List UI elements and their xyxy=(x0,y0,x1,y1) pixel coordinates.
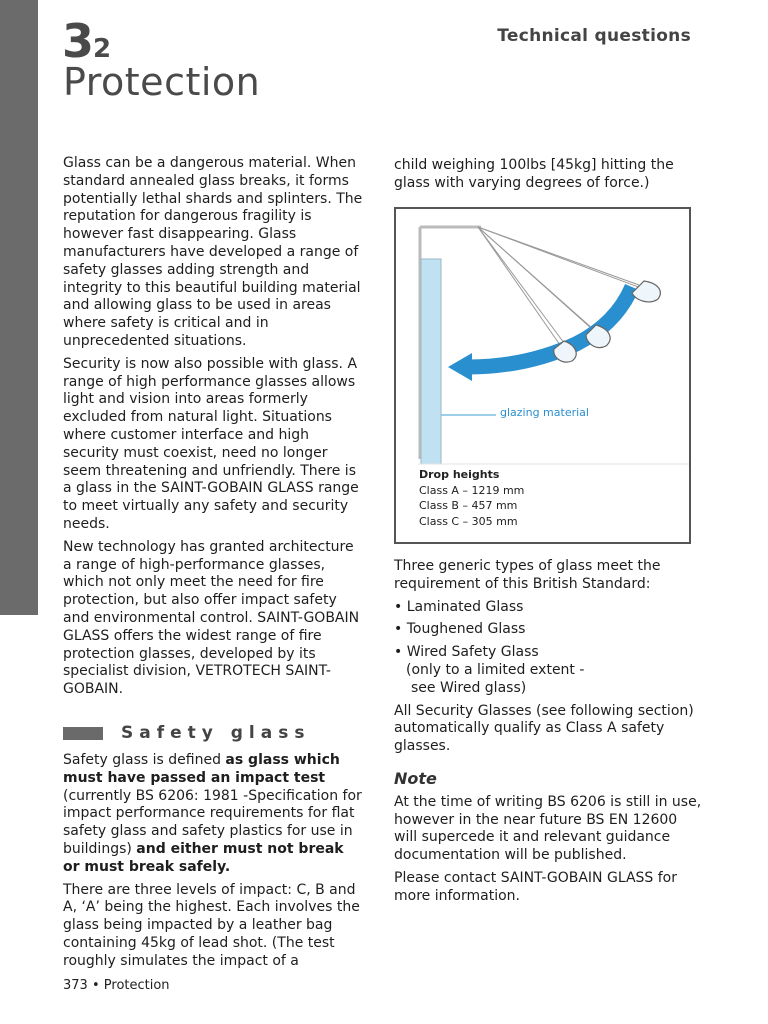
page-footer xyxy=(63,978,170,993)
safety-glass-heading: Safety glass xyxy=(63,723,310,743)
chapter-sidebar-bar xyxy=(0,0,38,615)
impact-levels-paragraph: There are three levels of impact: C, B and A, ‘A’ being the highest. Each involves the glass being impacted by a leather bag containing 45kg of lead shot. (The test roughly simulates the impact of a xyxy=(63,881,360,969)
section-label: Technical questions xyxy=(497,26,691,46)
arrow-head xyxy=(448,353,472,381)
note-heading: Note xyxy=(394,768,437,788)
drop-height-class-a: Class A – 1219 mm xyxy=(419,483,525,497)
swing-arrow xyxy=(468,287,632,367)
bullet-laminated: • Laminated Glass xyxy=(394,598,524,615)
glass-types-section xyxy=(394,558,704,911)
drop-heights-title: Drop heights xyxy=(419,468,500,481)
safety-definition-paragraph: Safety glass is defined as glass which must have passed an impact test (currently BS 6206: 1981 -Specification for impact performance requirements for flat safety glass and safety plastics for use in buildings) and either must not break or must break safely. xyxy=(63,752,362,875)
chapter-number: 32 xyxy=(62,14,112,68)
intro-paragraph-1: Glass can be a dangerous material. When standard annealed glass breaks, it forms potentially lethal shards and splinters. The reputation for dangerous fragility is however fast disappearing. Glass manufacturers have developed a range of safety glasses adding strength and integrity to this beautiful building material and allowing glass to be used in areas where safety is critical and in unprecedented situations. xyxy=(63,155,363,349)
types-intro: Three generic types of glass meet the requirement of this British Standard: xyxy=(394,558,661,592)
note-paragraph-2: Please contact SAINT-GOBAIN GLASS for more information. xyxy=(394,869,678,904)
intro-paragraph-2: Security is now also possible with glass. A range of high performance glasses allows light and vision into areas formerly excluded from natural light. Situations where customer interface and high security must coexist, need no longer seem threatening and unfriendly. There is a glass in the SAINT-GOBAIN GLASS range to meet virtually any safety and security needs. xyxy=(63,355,359,532)
note-paragraph-1: At the time of writing BS 6206 is still in use, however in the near future BS EN 12600 will supercede it and relevant guidance documentation will be published. xyxy=(394,793,702,864)
continuation-text: child weighing 100lbs [45kg] hitting the glass with varying degrees of force.) xyxy=(394,157,674,191)
chapter-subnumber: 2 xyxy=(93,34,112,64)
chapter-title: Protection xyxy=(63,60,261,104)
glazing-panel xyxy=(421,259,441,464)
safety-glass-text xyxy=(63,752,363,976)
wired-note-line-2: see Wired glass) xyxy=(411,679,527,696)
intro-paragraph-3: New technology has granted architecture a range of high-performance glasses, which not only meet the need for fire protection, but also offer impact safety and environmental control. SAINT-GOBAIN GLASS offers the widest range of fire protection glasses, developed by its specialist division, VETROTECH SAINT-GOBAIN. xyxy=(63,538,360,698)
left-column xyxy=(63,155,363,704)
drop-heights-info xyxy=(419,467,524,529)
drop-height-class-c: Class C – 305 mm xyxy=(419,514,518,528)
heading-bar xyxy=(63,727,103,740)
glazing-material-label: glazing material xyxy=(500,406,589,419)
bullet-toughened: • Toughened Glass xyxy=(394,621,526,638)
right-column-continuation xyxy=(394,157,704,198)
wired-note-line-1: (only to a limited extent - xyxy=(406,661,585,678)
footer-section: Protection xyxy=(103,978,170,993)
footer-separator: • xyxy=(91,978,100,993)
security-glasses-text: All Security Glasses (see following section) automatically qualify as Class A safety glasses. xyxy=(394,702,694,755)
page-number: 373 xyxy=(63,978,88,993)
drop-height-class-b: Class B – 457 mm xyxy=(419,499,518,512)
impact-test-figure xyxy=(394,207,691,544)
bullet-wired: • Wired Safety Glass xyxy=(394,644,539,661)
